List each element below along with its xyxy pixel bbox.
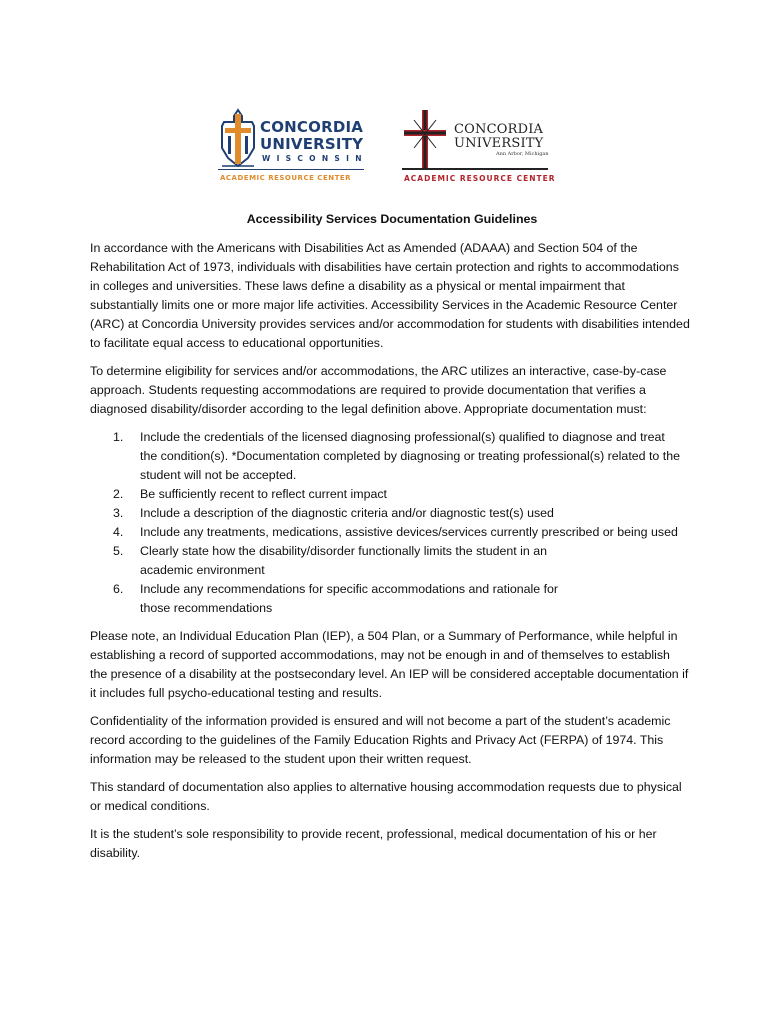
intro-paragraph: In accordance with the Americans with Disabilities Act as Amended (ADAAA) and Section 504 of the Rehabilitation Act of 1973, individuals with disabilities have certain protection and rights to accommodations in colleges and universities. These laws define a disability as a physical or mental impairment that substantially limits one or more major life activities. Accessibility Services in the Academic Resource Center (ARC) at Concordia University provides services and/or accommodation for students with disabilities intended to facilitate equal access to educational opportunities. xyxy=(90,241,690,350)
list-item-text: Include any recommendations for specific accommodations and rationale for those recommendations xyxy=(140,582,559,615)
iep-paragraph: Please note, an Individual Education Plan (IEP), a 504 Plan, or a Summary of Performance, while helpful in establishing a record of supported accommodations, may not be enough in and of themselves to establish the presence of a disability at the postsecondary level. An IEP will be considered acceptable documentation if it includes full psycho-educational testing and results. xyxy=(90,629,689,700)
list-item-number: 2. xyxy=(113,487,124,501)
list-item xyxy=(90,580,580,618)
logo-divider xyxy=(218,169,364,170)
list-item-text: Clearly state how the disability/disorder functionally limits the student in an academic environment xyxy=(140,544,548,577)
concordia-wisconsin-logo xyxy=(218,108,368,188)
responsibility-paragraph: It is the student’s sole responsibility to provide recent, professional, medical documentation of his or her disability. xyxy=(90,827,657,860)
list-item-text: Include any treatments, medications, assistive devices/services currently prescribed or being used xyxy=(140,525,678,539)
logo-header xyxy=(218,108,558,188)
document-title: Accessibility Services Documentation Guidelines xyxy=(246,212,538,226)
logo-wordmark-line1: CONCORDIA xyxy=(454,122,544,137)
list-item-number: 1. xyxy=(113,430,124,444)
confidentiality-paragraph: Confidentiality of the information provided is ensured and will not become a part of the student’s academic record according to the guidelines of the Family Education Rights and Privacy Act (FERPA) of 1974. This information may be released to the student upon their written request. xyxy=(90,714,671,766)
logo-tagline: ACADEMIC RESOURCE CENTER xyxy=(404,174,556,183)
concordia-ann-arbor-logo xyxy=(402,108,554,188)
list-item xyxy=(90,504,680,523)
logo-wordmark-line3: Ann Arbor, Michigan xyxy=(496,151,549,157)
eligibility-paragraph: To determine eligibility for services and/or accommodations, the ARC utilizes an interactive, case-by-case approach. Students requesting accommodations are required to provide documentation that verifies a diagnosed disability/disorder according to the legal definition above. Appropriate documentation must: xyxy=(90,364,667,416)
list-item xyxy=(90,485,680,504)
logo-tagline: ACADEMIC RESOURCE CENTER xyxy=(220,174,352,182)
list-item-number: 6. xyxy=(113,582,124,596)
list-item-text: Include a description of the diagnostic criteria and/or diagnostic test(s) used xyxy=(140,506,554,520)
logo-wordmark-line3: WISCONSIN xyxy=(262,154,368,163)
list-item-text: Include the credentials of the licensed diagnosing professional(s) qualified to diagnose and treat the condition(s). *Documentation completed by diagnosing or treating professional(s) related to the student will not be accepted. xyxy=(140,430,680,482)
list-item xyxy=(90,523,680,542)
list-item-number: 3. xyxy=(113,506,124,520)
document-body xyxy=(90,210,690,872)
requirements-list xyxy=(90,428,690,618)
list-item-text: Be sufficiently recent to reflect current impact xyxy=(140,487,388,501)
logo-wordmark-line1: CONCORDIA xyxy=(260,118,364,136)
housing-paragraph: This standard of documentation also applies to alternative housing accommodation requests due to physical or medical conditions. xyxy=(90,780,682,813)
logo-divider xyxy=(402,168,548,170)
list-item-number: 5. xyxy=(113,544,124,558)
logo-wordmark-line2: UNIVERSITY xyxy=(260,135,364,153)
cross-shield-icon xyxy=(218,108,258,170)
cross-icon xyxy=(402,108,448,172)
logo-wordmark-line2: UNIVERSITY xyxy=(454,136,544,151)
list-item xyxy=(90,428,680,485)
list-item xyxy=(90,542,580,580)
list-item-number: 4. xyxy=(113,525,124,539)
